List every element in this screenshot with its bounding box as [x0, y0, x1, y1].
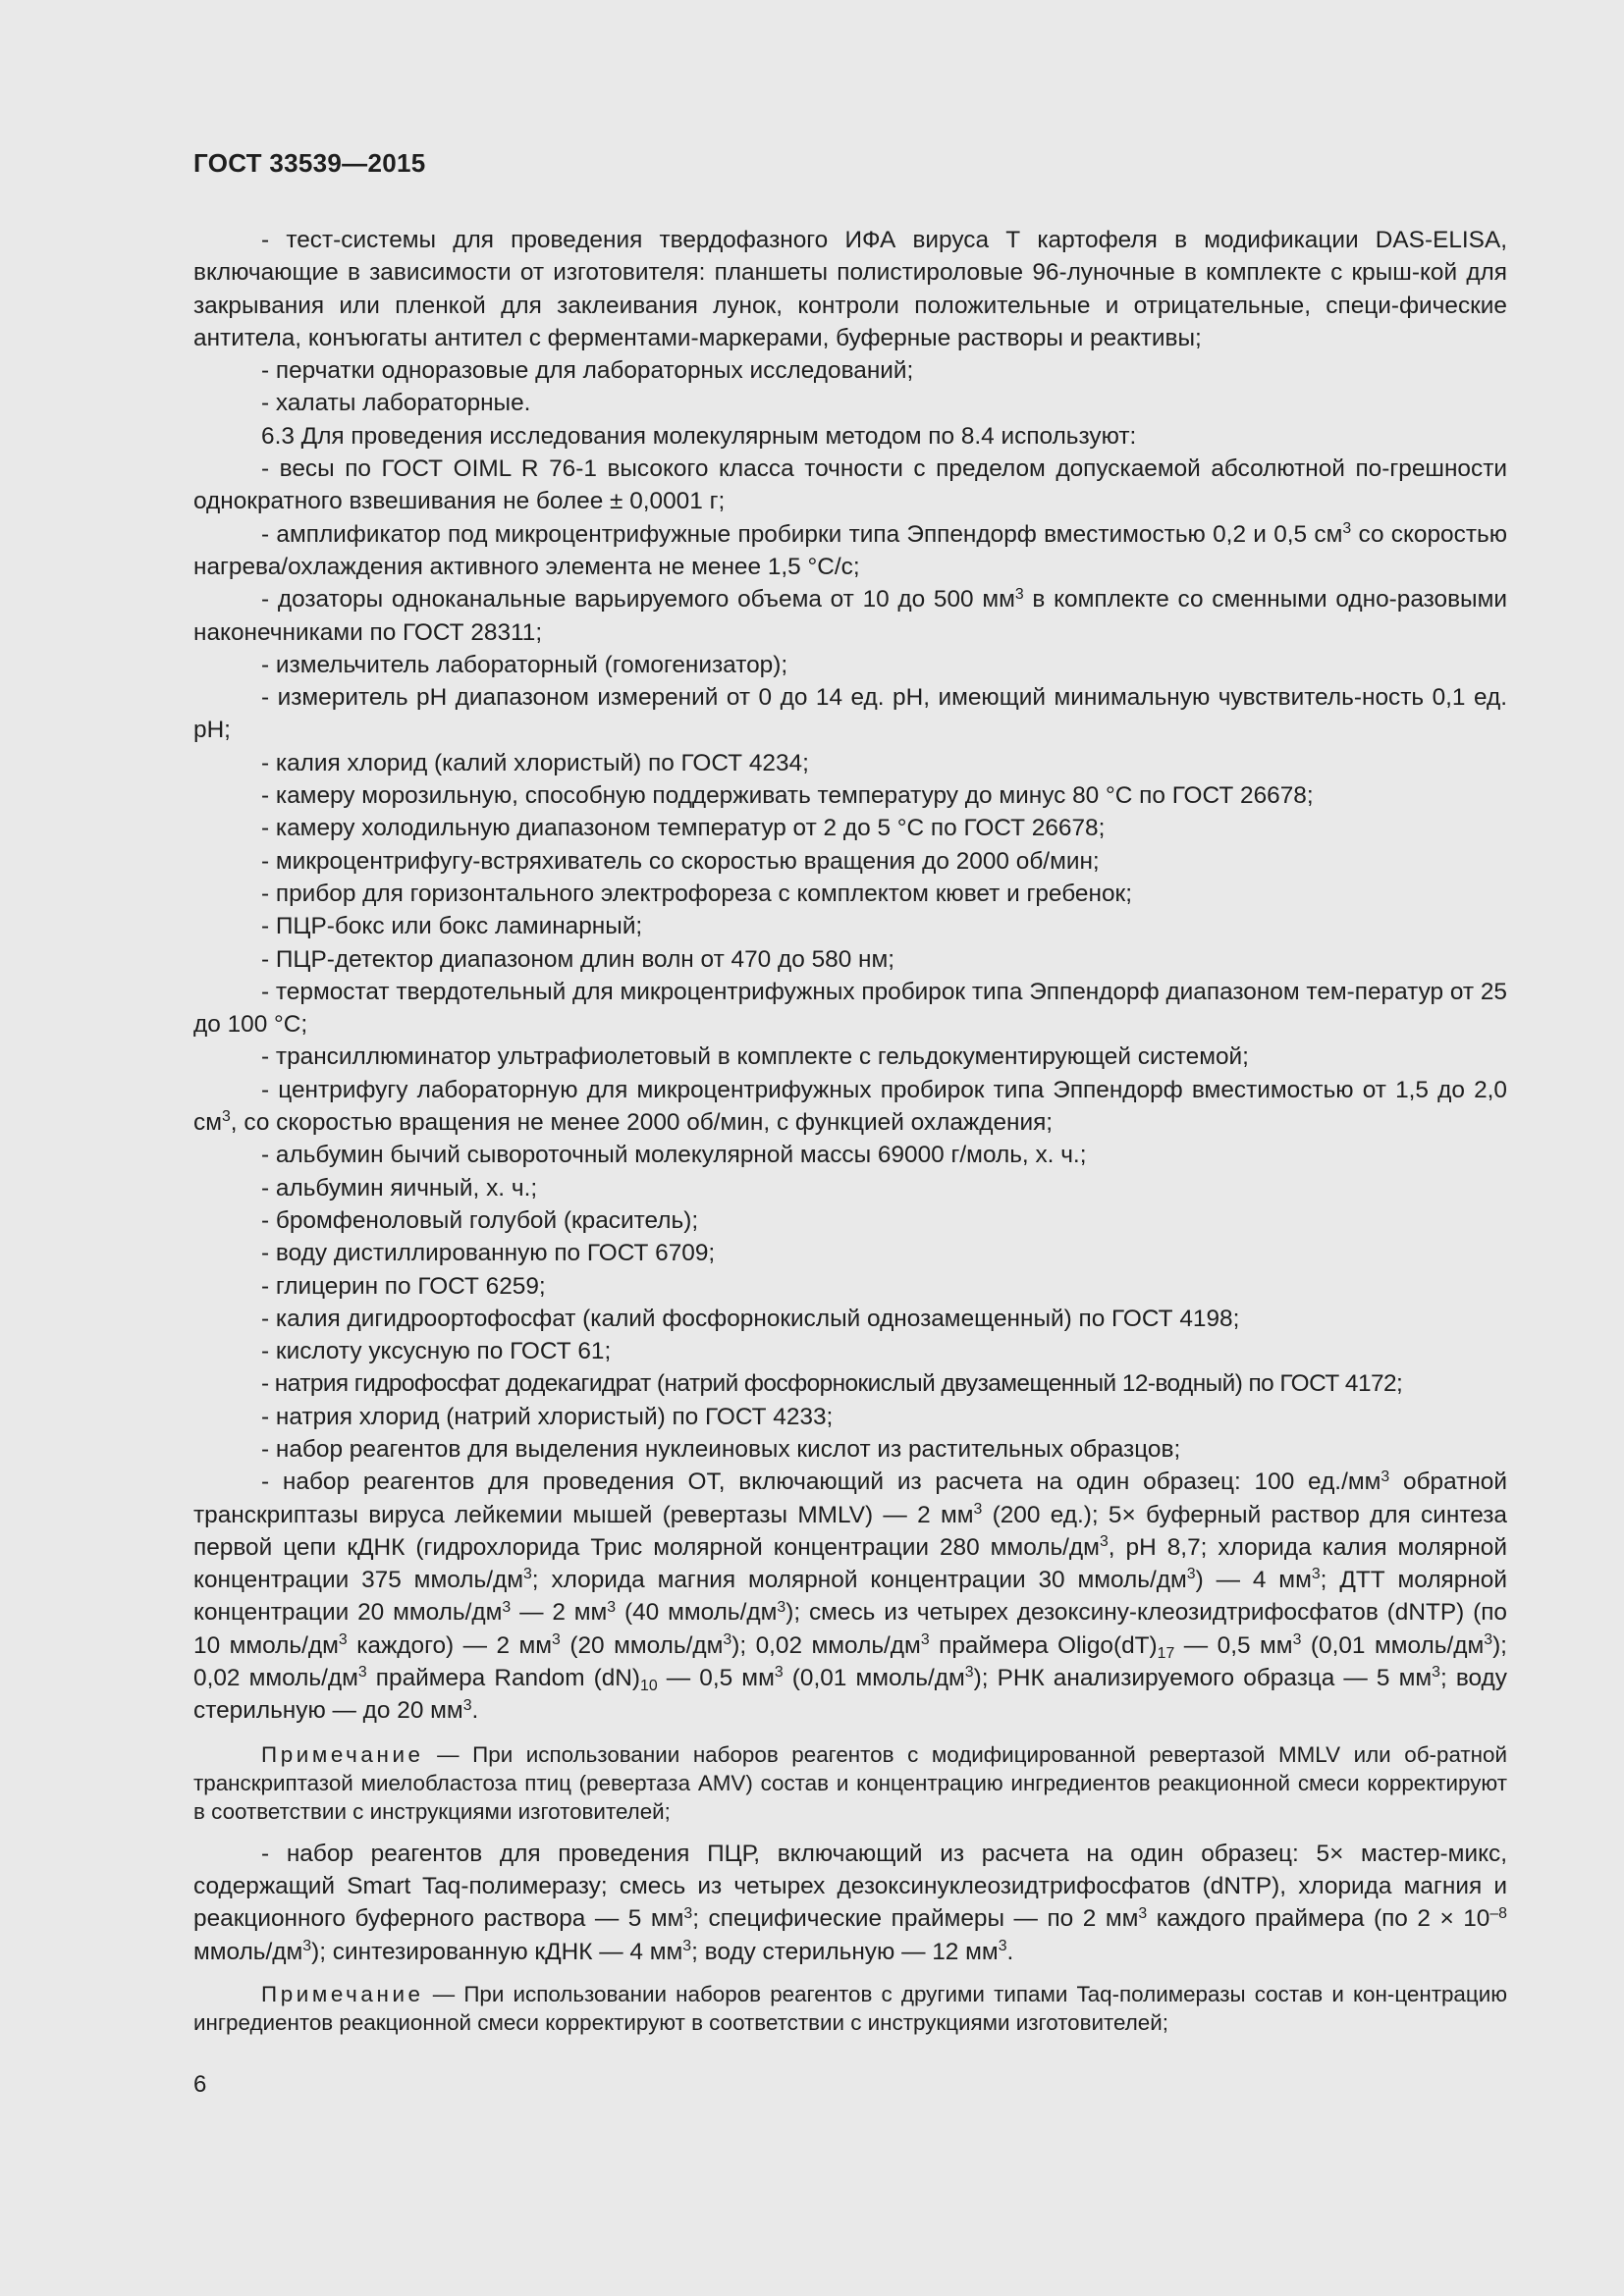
body-paragraph: - альбумин яичный, х. ч.;: [261, 1174, 538, 1201]
body-paragraph: - натрия хлорид (натрий хлористый) по ГОСТ 4233;: [261, 1403, 834, 1430]
body-paragraph: - весы по ГОСТ OIML R 76-1 высокого класса точности с пределом допускаемой абсолютной по-грешности однократного взвешивания не более ± 0,0001 г;: [193, 455, 1507, 515]
note-1-label: Примечание: [261, 1741, 424, 1767]
document-body: [193, 224, 1507, 2037]
note-2: [193, 1980, 1507, 2037]
body-paragraph: - измеритель рН диапазоном измерений от 0 до 14 ед. рН, имеющий минимальную чувствитель-ность 0,1 ед. рН;: [193, 684, 1507, 744]
body-paragraph: - измельчитель лабораторный (гомогенизатор);: [261, 651, 788, 678]
body-paragraph: - перчатки одноразовые для лабораторных исследований;: [261, 357, 914, 385]
note-1-text: — При использовании наборов реагентов с модифицированной ревертазой MMLV или об-ратной транскриптазой миелобластоза птиц (ревертаза AMV) состав и концентрацию ингредиентов реакционной смеси корректируют в соответствии с инструкциями изготовителей;: [193, 1741, 1507, 1824]
body-paragraph: - набор реагентов для выделения нуклеиновых кислот из растительных образцов;: [261, 1435, 1181, 1463]
body-paragraph: - воду дистиллированную по ГОСТ 6709;: [261, 1240, 716, 1267]
body-paragraph: - дозаторы одноканальные варьируемого объема от 10 до 500 $мм^3$ в комплекте со сменными одно-разовыми наконечниками по ГОСТ 28311;: [193, 585, 1507, 646]
page-number: 6: [193, 2071, 207, 2098]
body-paragraph: - трансиллюминатор ультрафиолетовый в комплекте с гельдокументирующей системой;: [261, 1043, 1249, 1071]
body-paragraph: - центрифугу лабораторную для микроцентрифужных пробирок типа Эппендорф вместимостью от 1,5 до 2,0 $см^3$, со скоростью вращения не менее 2000 об/мин, с функцией охлаждения;: [193, 1076, 1507, 1137]
body-paragraph: - ПЦР-детектор диапазоном длин волн от 470 до 580 нм;: [261, 945, 895, 973]
body-paragraph: - прибор для горизонтального электрофореза с комплектом кювет и гребенок;: [261, 880, 1132, 907]
note-1: [193, 1740, 1507, 1826]
body-paragraph: - калия хлорид (калий хлористый) по ГОСТ 4234;: [261, 749, 809, 776]
paragraph-pcr-kit: - набор реагентов для проведения ПЦР, включающий из расчета на один образец: 5× мастер-микс, содержащий Smart Taq-полимеразу; смесь из четырех дезоксинуклеозидтрифосфатов (dNTP), хлорида магния и реакционного буферного раствора — 5 $мм^3$; специфические праймеры — по 2 $мм^3$ каждого праймера (по $2 \times 10^{-8}$ ммоль/$дм^3$); синтезированную кДНК — 4 $мм^3$; воду стерильную — 12 $мм^3$.: [193, 1840, 1507, 1965]
body-paragraph: - кислоту уксусную по ГОСТ 61;: [261, 1338, 612, 1365]
paragraph-list: [193, 224, 1507, 1728]
body-paragraph: - камеру холодильную диапазоном температур от 2 до 5 °С по ГОСТ 26678;: [261, 815, 1106, 842]
body-paragraph: - тест-системы для проведения твердофазного ИФА вируса Т картофеля в модификации DAS-ELISA, включающие в зависимости от изготовителя: планшеты полистироловые 96-луночные в комплекте с крыш-кой для закрывания или пленкой для заклеивания лунок, контроли положительные и отрицательные, специ-фические антитела, конъюгаты антител с ферментами-маркерами, буферные растворы и реактивы;: [193, 227, 1507, 351]
body-paragraph: - альбумин бычий сывороточный молекулярной массы 69000 г/моль, х. ч.;: [261, 1142, 1087, 1169]
body-paragraph: 6.3 Для проведения исследования молекулярным методом по 8.4 используют:: [261, 422, 1137, 450]
note-2-label: Примечание: [261, 1981, 424, 2006]
note-2-text: — При использовании наборов реагентов с другими типами Taq-полимеразы состав и кон-центрацию ингредиентов реакционной смеси корректируют в соответствии с инструкциями изготовителей;: [193, 1981, 1507, 2035]
body-paragraph: - термостат твердотельный для микроцентрифужных пробирок типа Эппендорф диапазоном тем-ператур от 25 до 100 °С;: [193, 978, 1507, 1039]
body-paragraph: - набор реагентов для проведения ОТ, включающий из расчета на один образец: 100 $ед./мм^3$ обратной транскриптазы вируса лейкемии мышей (ревертазы MMLV) — 2 $мм^3$ (200 ед.); 5× буферный раствор для синтеза первой цепи кДНК (гидрохлорида Трис молярной концентрации 280 ммоль/$дм^3$, рН 8,7; хлорида калия молярной концентрации 375 ммоль/$дм^3$; хлорида магния молярной концентрации 30 ммоль/$дм^3$) — 4 $мм^3$; ДТТ молярной концентрации 20 ммоль/$дм^3$ — 2 $мм^3$ (40 ммоль/$дм^3$); смесь из четырех дезоксину-клеозидтрифосфатов (dNTP) (по 10 ммоль/$дм^3$ каждого) — 2 $мм^3$ (20 ммоль/$дм^3$); 0,02 ммоль/$дм^3$ праймера $Oligo(dT)_{17}$ — 0,5 $мм^3$ (0,01 ммоль/$дм^3$); 0,02 ммоль/$дм^3$ праймера Random $(dN)_{10}$ — 0,5 $мм^3$ (0,01 ммоль/$дм^3$); РНК анализируемого образца — 5 $мм^3$; воду стерильную — до 20 $мм^3$.: [193, 1468, 1507, 1725]
body-paragraph: - халаты лабораторные.: [261, 390, 531, 417]
body-paragraph: - амплификатор под микроцентрифужные пробирки типа Эппендорф вместимостью 0,2 и 0,5 $см^3$ со скоростью нагрева/охлаждения активного элемента не менее 1,5 °С/с;: [193, 519, 1507, 580]
document-header: ГОСТ 33539—2015: [193, 148, 426, 178]
body-paragraph: - калия дигидроортофосфат (калий фосфорнокислый однозамещенный) по ГОСТ 4198;: [261, 1305, 1240, 1332]
body-paragraph: - ПЦР-бокс или бокс ламинарный;: [261, 913, 643, 940]
body-paragraph: - камеру морозильную, способную поддерживать температуру до минус 80 °С по ГОСТ 26678;: [261, 782, 1314, 810]
body-paragraph: - микроцентрифугу-встряхиватель со скоростью вращения до 2000 об/мин;: [261, 847, 1100, 875]
body-paragraph: - глицерин по ГОСТ 6259;: [261, 1272, 546, 1300]
body-paragraph: - натрия гидрофосфат додекагидрат (натрий фосфорнокислый двузамещенный 12-водный) по ГОСТ 4172;: [261, 1370, 1403, 1398]
body-paragraph: - бромфеноловый голубой (краситель);: [261, 1206, 699, 1234]
